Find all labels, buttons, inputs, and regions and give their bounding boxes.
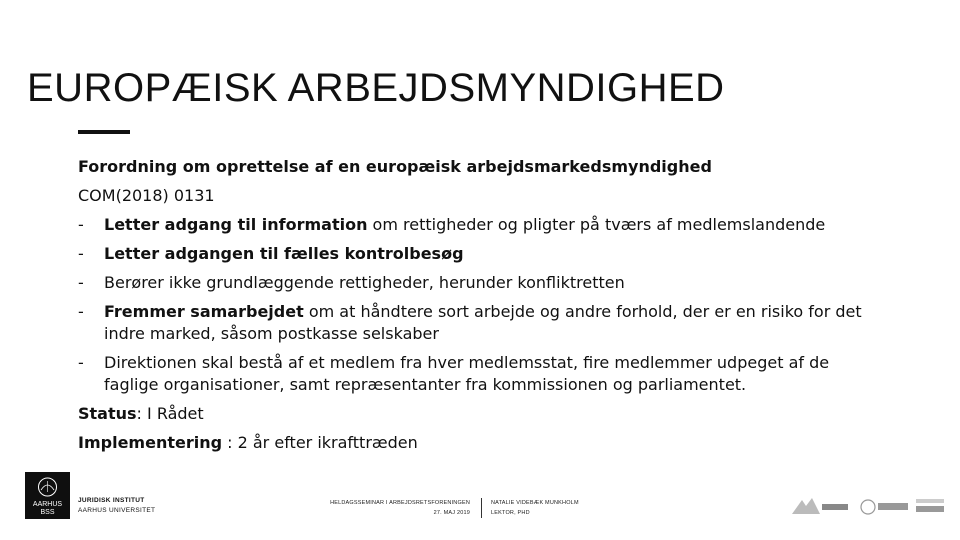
regulation-heading: Forordning om oprettelse af en europæisk arbejdsmarkedsmyndighed xyxy=(78,157,712,176)
bullet-text: om rettigheder og pligter på tværs af medlemslandende xyxy=(367,215,826,234)
bullet-bold: Letter adgangen til fælles kontrolbesøg xyxy=(104,244,464,263)
logo-text-aarhus: AARHUS xyxy=(32,501,63,508)
bullet-dash: - xyxy=(78,215,84,234)
aacsb-accreditation-logo xyxy=(790,496,850,518)
slide-content xyxy=(78,156,898,461)
bullet-bold: Letter adgang til information xyxy=(104,215,368,234)
bullet-item xyxy=(78,243,898,265)
university-name: AARHUS UNIVERSITET xyxy=(78,507,156,514)
status-label: Status xyxy=(78,404,137,423)
bullet-bold: Fremmer samarbejdet xyxy=(104,302,304,321)
page-title: EUROPÆISK ARBEJDSMYNDIGHED xyxy=(27,66,725,110)
implementation-label: Implementering xyxy=(78,433,223,452)
bullet-dash: - xyxy=(78,302,84,321)
footer-divider xyxy=(481,498,482,518)
implementation-value: : 2 år efter ikrafttræden xyxy=(222,433,418,452)
bullet-item xyxy=(78,301,898,345)
title-underline xyxy=(78,130,130,134)
bullet-text: om at håndtere sort arbejde og andre forhold, der er en risiko for det indre marked, såsom postkasse selskaber xyxy=(104,302,862,343)
author-name: NATALIE VIDEBÆK MUNKHOLM xyxy=(491,500,579,506)
status-value: : I Rådet xyxy=(136,404,204,423)
logo-text-bss: BSS xyxy=(40,509,55,516)
bullet-dash: - xyxy=(78,244,84,263)
institute-block xyxy=(78,496,155,516)
institute-name: JURIDISK INSTITUT xyxy=(78,497,145,504)
author-block xyxy=(491,498,579,518)
bullet-item xyxy=(78,214,898,236)
event-date: 27. MAJ 2019 xyxy=(433,510,470,516)
bullet-text: Berører ikke grundlæggende rettigheder, herunder konfliktretten xyxy=(104,273,625,292)
equis-accreditation-logo xyxy=(912,496,948,518)
amba-accreditation-logo xyxy=(858,496,910,518)
bullet-dash: - xyxy=(78,353,84,372)
seal-icon xyxy=(31,476,64,498)
bullet-dash: - xyxy=(78,273,84,292)
author-title: LEKTOR, PHD xyxy=(491,510,530,516)
bullet-text: Direktionen skal bestå af et medlem fra hver medlemsstat, fire medlemmer udpeget af de faglige organisationer, samt repræsentanter fra kommissionen og parliamentet. xyxy=(104,353,830,394)
event-name: HELDAGSSEMINAR I ARBEJDSRETSFORENINGEN xyxy=(330,500,470,506)
event-block xyxy=(320,498,470,518)
status-line xyxy=(78,403,898,425)
aarhus-bss-logo xyxy=(25,472,70,519)
regulation-reference: COM(2018) 0131 xyxy=(78,186,215,205)
implementation-line xyxy=(78,432,898,454)
bullet-item xyxy=(78,272,898,294)
bullet-item xyxy=(78,352,898,396)
